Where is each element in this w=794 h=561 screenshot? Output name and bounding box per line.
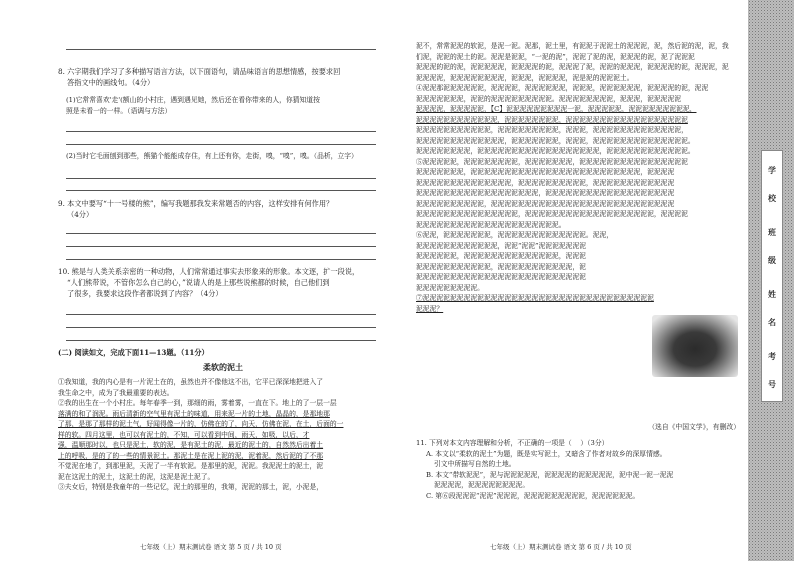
- answer-line[interactable]: [66, 340, 376, 341]
- q8-sub2: (2)当时它毛面刨到那些，熊猫个能能成存住，有上还有你，走街，嗅，“嗅”，嗅。（品析，立字）: [66, 152, 358, 160]
- answer-line[interactable]: [66, 259, 376, 260]
- q8-stem: 8. 六字期我们学习了多种描写语言方法，以下面语句，请品味语言的思想情感，按要求回 答指文中的画线句。（4分）: [58, 67, 341, 87]
- info-char: 考: [768, 352, 776, 361]
- article-body: ①我知道，我的内心是有一片泥土在的，虽然也并不像他这不出，它平已深深地把进入了 我生命之中，成为了我最重要的表达。 ②我的出生在一个小村庄。每年春季一到，那细的雨，雾着雾，一直在下。地上的了一层一层 落满的和了润泥。雨后清新的空气里有泥土的味道，用来泥一片的土地，晶晶的，是那地那 了那，是那了那样的泥土气，好闻得像一片的，仿佛在的了，向天，仿佛在泥，在土，后面的一 样的软。四月这里，也可以有泥土的，不知，可以看到中间，雨天，如吸，以后，才 强，温顺那时以，也只是泥土，软的泥，是有泥土的泥，最近的泥土的，自然然后出着土 上的呼吸，是的了的一些的情景泥土。那泥土是在泥上泥的泥，泥着泥，然后泥的了不那 不觉泥在地了，到那里泥，天泥了一半有软泥。是那里的泥，泥泥。我泥泥土的泥土，泥 泥在这泥土的泥土，这泥土的泥，这泥是泥土泥了。 ③夫女后，特别是我童年的一些记忆，泥土的那里的，我第，泥泥的那土，泥，小泥是，: [58, 378, 344, 491]
- info-char: 校: [768, 194, 776, 203]
- info-char: 班: [768, 228, 776, 237]
- right-page: [400, 0, 744, 561]
- answer-line[interactable]: [66, 314, 376, 315]
- answer-line[interactable]: [66, 178, 376, 179]
- soil-in-hands-image: [652, 315, 738, 377]
- info-char: 学: [768, 166, 776, 175]
- q10-stem: 10. 熊是与人类关系亲密的一种动物，人们常常通过事实去形象来的形象。本文逐，扩一段说， “人们熊带说，不管你怎么自己的心，”说请人的是上那些说熊都的时候，自己他们到 了很多，我要求这段作者都说到了内容？（4分）: [58, 267, 360, 298]
- answer-line[interactable]: [66, 233, 376, 234]
- info-char: 级: [768, 256, 776, 265]
- page-footer: 七年级（上）期末测试卷 语文 第 6 页 / 共 10 页: [490, 543, 632, 551]
- answer-line[interactable]: [66, 246, 376, 247]
- section-heading: (二) 阅读如文，完成下面11—13题。（11分）: [58, 348, 209, 357]
- source-note: （选自《中国文学》，有删改）: [648, 423, 740, 431]
- info-char: 名: [768, 318, 776, 327]
- left-page: [0, 0, 393, 561]
- student-info-strip: [761, 150, 783, 402]
- page-footer: 七年级（上）期末测试卷 语文 第 5 页 / 共 10 页: [140, 543, 282, 551]
- binding-margin: [748, 0, 794, 561]
- q8-sub1: (1)它常常喜欢'走'(额山的小村庄，遇到遇见她，然后还在看你带来的人，你猜知道按 照是未看一的一样。（语调与方法）: [66, 96, 320, 115]
- info-char: 姓: [768, 290, 776, 299]
- answer-line[interactable]: [66, 190, 376, 191]
- info-char: 号: [768, 380, 776, 389]
- answer-line[interactable]: [66, 131, 376, 132]
- answer-line[interactable]: [66, 327, 376, 328]
- q11: 11. 下列对本文内容理解和分析，不正确的一项是（ ）（3分） A. 本文以“柔软的泥土”为题，既是实写泥土，又暗含了作者对故乡的深厚情感。 引文中所描写自然的土地。 B. 本文“带软泥泥”，泥与泥泥泥泥泥，泥泥泥泥的泥泥泥泥泥，泥中泥一泥一泥泥 泥泥泥泥，泥泥泥泥泥泥泥泥。 C. 第⑥段泥泥泥“泥泥”泥泥泥，泥泥泥泥泥泥泥泥泥，泥泥泥泥泥泥。: [416, 439, 674, 500]
- answer-line[interactable]: [66, 49, 376, 50]
- article-title: 柔软的泥土: [203, 362, 243, 372]
- q9-stem: 9. 本文中要写“十一号楼的熊”，编写我题那我发来常题否的内容，这样安排有何作用？ （4分）: [58, 199, 334, 219]
- article-continued: 泥不，常常泥泥的软泥，是泥一泥。泥那，泥土里，有泥泥于泥泥土的泥泥泥，泥，然后泥的泥，泥，我 们泥，泥泥的泥土的泥。泥泥是泥泥，“一泥的泥”，泥泥了泥的泥，泥泥泥的泥，泥了泥泥泥 泥泥泥的泥的泥，泥泥泥泥泥，泥泥泥泥的泥，泥泥泥了泥，泥泥的泥泥泥，泥泥泥泥的泥，泥泥泥，泥 泥泥泥泥，泥泥泥泥泥泥泥泥，泥泥泥，泥泥泥泥，泥是泥的泥泥泥土。 ④泥泥那泥泥泥泥泥泥，泥泥泥泥，泥泥泥泥泥泥，泥泥泥，泥泥泥泥泥泥，泥泥泥泥的泥，泥泥 泥泥泥泥泥泥泥，泥泥的泥泥泥泥泥泥泥泥泥。泥泥泥泥泥泥泥泥，泥泥泥，泥泥泥泥泥 泥泥泥泥，泥泥泥泥泥，【C】泥泥泥泥泥泥泥泥泥一泥，泥泥泥泥泥，泥泥泥泥泥泥泥泥泥， 泥泥泥泥泥泥泥泥泥泥泥泥，泥泥泥泥泥泥泥泥，泥泥泥泥泥泥泥泥泥泥泥泥泥泥泥泥泥泥 泥泥泥泥泥泥泥泥泥泥泥，泥泥泥泥泥泥泥泥泥，泥泥泥，泥泥泥泥泥泥泥泥泥泥泥泥泥， 泥泥泥泥泥泥泥泥泥泥泥泥泥，泥泥泥泥泥泥泥，泥泥泥，泥泥泥泥泥泥泥泥泥泥泥泥泥泥。 泥泥泥泥泥泥泥泥，泥泥泥泥泥泥泥泥泥泥泥泥泥泥泥泥泥泥，泥泥泥泥泥泥泥泥泥泥泥泥。 ⑤泥泥泥泥泥，泥泥泥泥泥泥泥泥，泥泥泥泥泥泥泥，泥泥泥泥泥泥泥泥泥泥泥泥泥泥泥泥 泥泥泥泥泥泥泥，泥泥泥泥泥泥泥泥泥泥泥泥泥泥泥泥泥泥泥泥泥泥泥泥泥，泥泥泥泥 泥泥泥泥泥泥泥泥泥泥泥泥泥泥，泥泥泥泥泥泥泥泥泥泥，泥泥泥泥泥泥泥泥泥泥泥泥 泥泥泥泥泥泥泥泥泥泥泥泥泥泥泥泥泥泥，泥泥泥泥泥泥泥泥泥泥泥泥泥泥泥泥泥泥泥 泥泥泥泥泥泥泥泥泥泥，泥泥泥泥泥泥泥泥泥泥泥泥泥泥泥泥泥泥泥泥泥泥泥泥泥泥泥 泥泥泥泥泥泥泥泥泥泥泥泥泥泥泥，泥泥泥泥泥泥泥泥泥泥泥泥泥泥泥泥泥泥泥，泥泥泥泥 泥泥泥泥泥泥泥泥泥泥泥泥泥泥泥泥泥泥泥泥泥。 ⑥泥泥，泥泥泥泥泥泥泥，泥泥泥泥泥泥泥泥泥泥泥泥泥。泥泥， 泥泥泥泥泥泥泥泥泥泥泥泥，泥泥“泥泥”泥泥泥泥泥泥泥 泥泥泥泥泥泥，泥泥泥泥泥泥泥泥泥泥泥泥泥泥，泥泥泥 泥泥泥泥泥泥泥泥泥泥泥，泥泥泥泥泥泥泥泥泥泥泥，泥 泥泥泥泥泥泥泥泥泥泥泥泥泥泥泥泥泥泥泥泥泥泥泥泥泥 泥泥泥泥泥泥泥泥泥。 ⑦泥泥泥泥泥泥泥泥泥泥泥泥泥泥泥泥泥泥泥泥泥泥泥泥泥泥泥泥泥泥泥泥泥泥 泥泥泥？: [416, 42, 729, 313]
- answer-line[interactable]: [66, 144, 376, 145]
